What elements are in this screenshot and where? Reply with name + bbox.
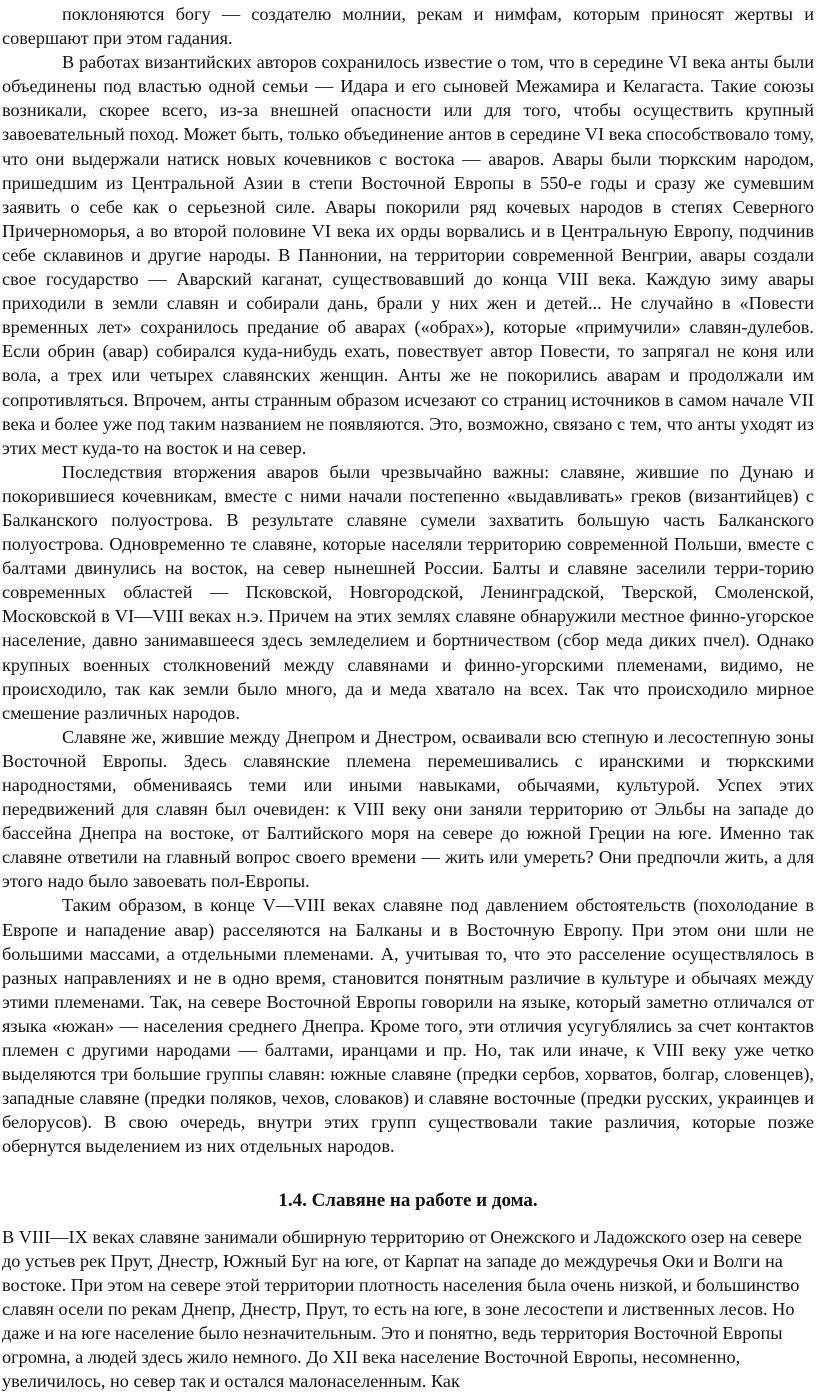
paragraph-antes-avars: В работах византийских авторов сохранилось известие о том, что в середине VI века анты были объединены под властью одной семьи — Идара и его сыновей Межамира и Келагаста. Такие союзы возникали, скорее всего, из-за внешней опасности или для того, чтобы осуществить крупный завоевательный поход. Может быть, только объединение антов в середине VI века способствовало тому, что они выдержали натиск новых кочевников с востока — аваров. Авары были тюркским народом, пришедшим из Центральной Азии в степи Восточной Европы в 550-е годы и сразу же сумевшим заявить о себе как о серьезной силе. Авары покорили ряд кочевых народов в степях Северного Причерноморья, а во второй половине VI века их орды ворвались и в Центральную Европу, подчинив себе склавинов и другие народы. В Паннонии, на территории современной Венгрии, авары создали свое государство — Аварский каганат, существовавший до конца VIII века. Каждую зиму авары приходили в земли славян и собирали дань, брали у них жен и детей... Не случайно в «Повести временных лет» сохранилось предание об аварах («обрах»), которые «примучили» славян-дулебов. Если обрин (авар) собирался куда-нибудь ехать, повествует автор Повести, то запрягал не коня или вола, а трех или четырех славянских женщин. Анты же не покорились аварам и продолжали им сопротивляться. Впрочем, анты странным образом исчезают со страниц источников в самом начале VII века и более уже под таким названием не появляются. Это, возможно, связано с тем, что анты уходят из этих мест куда-то на восток и на север. — [0, 50, 816, 460]
section-heading: 1.4. Славяне на работе и дома. — [0, 1189, 816, 1213]
paragraph-dnieper-dniester: Славяне же, жившие между Днепром и Днестром, осваивали всю степную и лесостепную зоны Восточной Европы. Здесь славянские племена перемешивались с иранскими и тюркскими народностями, обмениваясь теми или иными навыками, обычаями, культурой. Успех этих передвижений для славян был очевиден: к VIII веку они заняли территорию от Эльбы на западе до бассейна Днепра на востоке, от Балтийского моря на севере до южной Греции на юге. Именно так славяне ответили на главный вопрос своего времени — жить или умереть? Они предпочли жить, а для этого надо было завоевать пол-Европы. — [0, 725, 816, 894]
paragraph-consequences: Последствия вторжения аваров были чрезвычайно важны: славяне, жившие по Дунаю и покорившиеся кочевникам, вместе с ними начали постепенно «выдавливать» греков (византийцев) с Балканского полуострова. В результате славяне сумели захватить большую часть Балканского полуострова. Одновременно те славяне, которые населяли территорию современной Польши, вместе с балтами двинулись на восток, на север нынешней России. Балты и славяне заселили терри-торию современных областей — Псковской, Новгородской, Ленинградской, Тверской, Смоленской, Московской в VI—VIII веках н.э. Причем на этих землях славяне обнаружили местное финно-угорское население, давно занимавшееся здесь земледелием и бортничеством (сбор меда диких пчел). Однако крупных военных столкновений между славянами и финно-угорскими племенами, видимо, не происходило, так как земли было много, да и меда хватало на всех. Так что происходило мирное смешение различных народов. — [0, 460, 816, 725]
paragraph-conclusion: Таким образом, в конце V—VIII веках славяне под давлением обстоятельств (похолодание в Европе и нападение авар) расселяются на Балканы и в Восточную Европу. При этом они шли не большими массами, а отдельными племенами. А, учитывая то, что это расселение осуществлялось в разных направлениях и не в одно время, становится понятным различие в культуре и обычаях между этими племенами. Так, на севере Восточной Европы говорили на языке, который заметно отличался от языка «южан» — населения среднего Днепра. Кроме того, эти отличия усугублялись за счет контактов племен с другими народами — балтами, иранцами и пр. Но, так или иначе, к VIII веку уже четко выделяются три большие группы славян: южные славяне (предки сербов, хорватов, болгар, словенцев), западные славяне (предки поляков, чехов, словаков) и славяне восточные (предки русских, украинцев и белорусов). В свою очередь, внутри этих групп существовали такие различия, которые позже обернутся выделением из них отдельных народов. — [0, 893, 816, 1158]
paragraph-continuation: поклоняются богу — создателю молнии, рекам и нимфам, которым приносят жертвы и совершают при этом гадания. — [0, 2, 816, 50]
paragraph-territory: В VIII—IX веках славяне занимали обширную территорию от Онежского и Ладожского озер на севере до устьев рек Прут, Днестр, Южный Буг на юге, от Карпат на западе до междуречья Оки и Волги на востоке. При этом на севере этой территории плотность населения была очень низкой, и большинство славян осели по рекам Днепр, Днестр, Прут, то есть на юге, в зоне лесостепи и лиственных лесов. Но даже и на юге население было незначительным. Это и понятно, ведь территория Восточной Европы огромна, а людей здесь жило немного. До XII века население Восточной Европы, несомненно, увеличилось, но север так и остался малонаселенным. Как — [0, 1225, 816, 1393]
